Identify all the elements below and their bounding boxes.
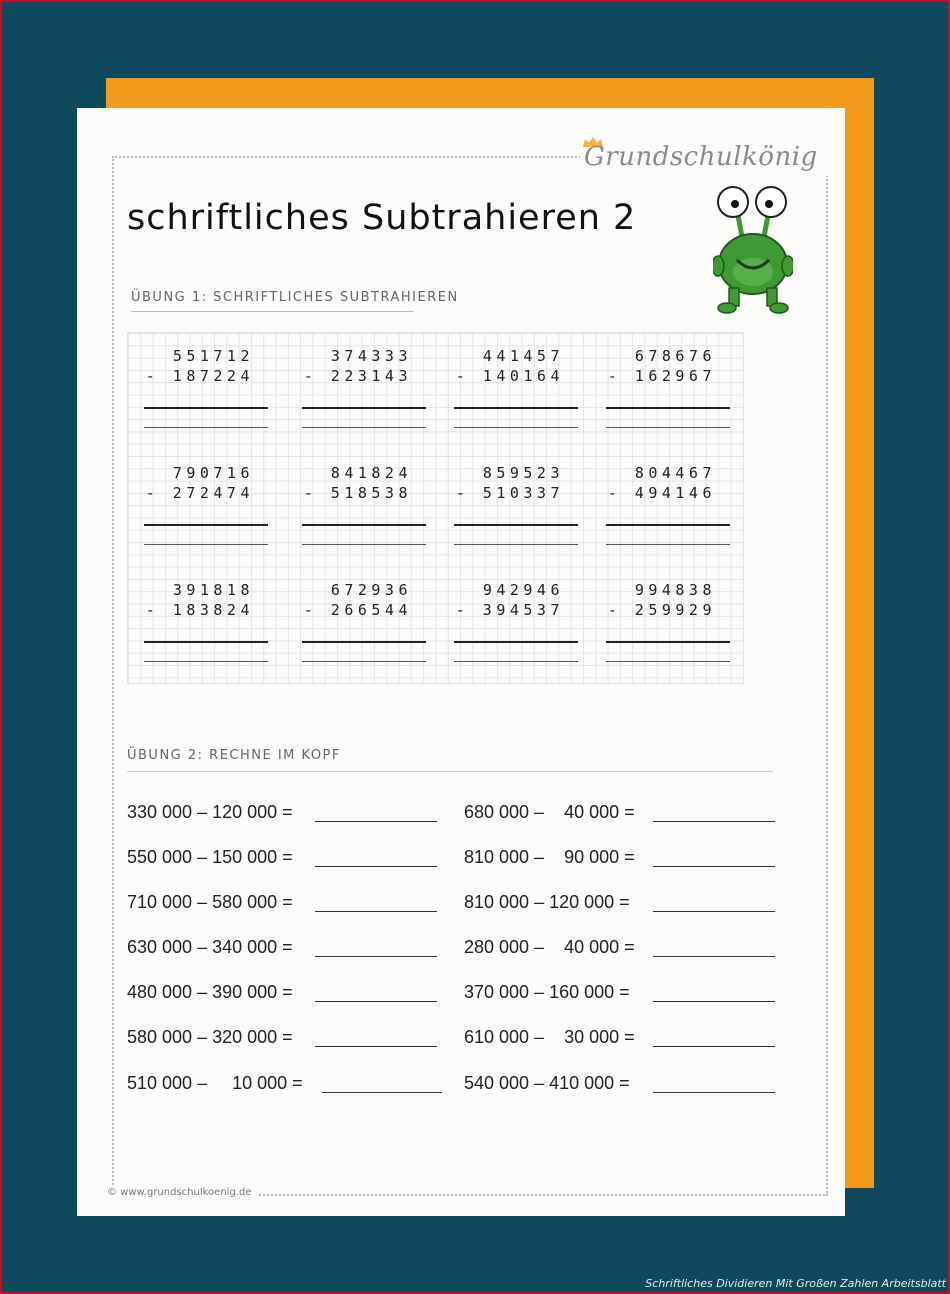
exercise2-heading: ÜBUNG 2: RECHNE IM KOPF xyxy=(127,748,773,772)
result-line xyxy=(454,524,578,526)
minuend: 790716 xyxy=(172,464,254,482)
subtraction-task xyxy=(592,450,716,550)
result-line xyxy=(302,524,426,526)
answer-line[interactable] xyxy=(606,427,730,428)
answer-blank[interactable] xyxy=(653,1001,775,1002)
subtrahend: - 510337 xyxy=(455,484,564,502)
mental-task: 680 000 – 40 000 = xyxy=(464,802,635,822)
result-line xyxy=(144,407,268,409)
mental-task: 610 000 – 30 000 = xyxy=(464,1027,635,1047)
result-line xyxy=(606,407,730,409)
minuend: 551712 xyxy=(172,347,254,365)
answer-line[interactable] xyxy=(454,427,578,428)
subtraction-task xyxy=(440,333,564,433)
mental-task: 810 000 – 120 000 = xyxy=(464,892,630,912)
subtrahend: - 494146 xyxy=(607,484,716,502)
mental-task: 370 000 – 160 000 = xyxy=(464,982,630,1002)
exercise1-heading: ÜBUNG 1: SCHRIFTLICHES SUBTRAHIEREN xyxy=(131,290,414,312)
answer-line[interactable] xyxy=(144,427,268,428)
subtrahend: - 394537 xyxy=(455,601,564,619)
brand-logo xyxy=(580,136,830,176)
subtrahend: - 162967 xyxy=(607,367,716,385)
result-line xyxy=(454,641,578,643)
monster-mascot-icon xyxy=(713,180,793,316)
answer-line[interactable] xyxy=(302,427,426,428)
subtraction-task xyxy=(288,450,412,550)
answer-blank[interactable] xyxy=(653,866,775,867)
subtrahend: - 259929 xyxy=(607,601,716,619)
result-line xyxy=(144,524,268,526)
minuend: 859523 xyxy=(482,464,564,482)
image-caption: Schriftliches Dividieren Mit Großen Zahlen Arbeitsblatt xyxy=(645,1277,946,1290)
result-line xyxy=(144,641,268,643)
result-line xyxy=(302,407,426,409)
copyright-footer: © www.grundschulkoenig.de xyxy=(107,1187,257,1198)
subtrahend: - 223143 xyxy=(303,367,412,385)
minuend: 441457 xyxy=(482,347,564,365)
result-line xyxy=(606,641,730,643)
mental-task: 710 000 – 580 000 = xyxy=(127,892,293,912)
mental-task: 810 000 – 90 000 = xyxy=(464,847,635,867)
answer-blank[interactable] xyxy=(653,911,775,912)
result-line xyxy=(302,641,426,643)
answer-blank[interactable] xyxy=(653,1092,775,1093)
minuend: 374333 xyxy=(330,347,412,365)
minuend: 391818 xyxy=(172,581,254,599)
mental-task: 510 000 – 10 000 = xyxy=(127,1073,303,1093)
minuend: 942946 xyxy=(482,581,564,599)
minuend: 672936 xyxy=(330,581,412,599)
answer-blank[interactable] xyxy=(315,1001,437,1002)
subtraction-task xyxy=(130,333,254,433)
answer-blank[interactable] xyxy=(653,956,775,957)
mental-task: 540 000 – 410 000 = xyxy=(464,1073,630,1093)
page-title: schriftliches Subtrahieren 2 xyxy=(127,198,637,238)
answer-line[interactable] xyxy=(454,661,578,662)
mental-task: 480 000 – 390 000 = xyxy=(127,982,293,1002)
answer-blank[interactable] xyxy=(322,1092,442,1093)
subtraction-task xyxy=(440,567,564,667)
answer-blank[interactable] xyxy=(315,821,437,822)
squared-grid xyxy=(127,332,744,684)
subtraction-task xyxy=(288,333,412,433)
minuend: 678676 xyxy=(634,347,716,365)
minuend: 804467 xyxy=(634,464,716,482)
mental-task: 580 000 – 320 000 = xyxy=(127,1027,293,1047)
subtrahend: - 140164 xyxy=(455,367,564,385)
answer-blank[interactable] xyxy=(315,911,437,912)
answer-line[interactable] xyxy=(454,544,578,545)
answer-line[interactable] xyxy=(144,661,268,662)
minuend: 841824 xyxy=(330,464,412,482)
logo-text: Grundschulkönig xyxy=(584,142,818,172)
mental-task: 550 000 – 150 000 = xyxy=(127,847,293,867)
worksheet-page xyxy=(77,108,845,1216)
answer-blank[interactable] xyxy=(653,1046,775,1047)
subtrahend: - 518538 xyxy=(303,484,412,502)
answer-blank[interactable] xyxy=(315,1046,437,1047)
subtraction-task xyxy=(130,567,254,667)
answer-blank[interactable] xyxy=(315,866,437,867)
subtrahend: - 266544 xyxy=(303,601,412,619)
answer-blank[interactable] xyxy=(315,956,437,957)
subtraction-task xyxy=(440,450,564,550)
subtraction-task xyxy=(592,567,716,667)
subtrahend: - 272474 xyxy=(145,484,254,502)
subtraction-task xyxy=(592,333,716,433)
answer-line[interactable] xyxy=(144,544,268,545)
subtraction-task xyxy=(130,450,254,550)
answer-blank[interactable] xyxy=(653,821,775,822)
answer-line[interactable] xyxy=(606,544,730,545)
answer-line[interactable] xyxy=(606,661,730,662)
subtrahend: - 183824 xyxy=(145,601,254,619)
minuend: 994838 xyxy=(634,581,716,599)
subtrahend: - 187224 xyxy=(145,367,254,385)
answer-line[interactable] xyxy=(302,544,426,545)
mental-task: 330 000 – 120 000 = xyxy=(127,802,293,822)
result-line xyxy=(454,407,578,409)
mental-task: 280 000 – 40 000 = xyxy=(464,937,635,957)
subtraction-task xyxy=(288,567,412,667)
answer-line[interactable] xyxy=(302,661,426,662)
mental-task: 630 000 – 340 000 = xyxy=(127,937,293,957)
result-line xyxy=(606,524,730,526)
